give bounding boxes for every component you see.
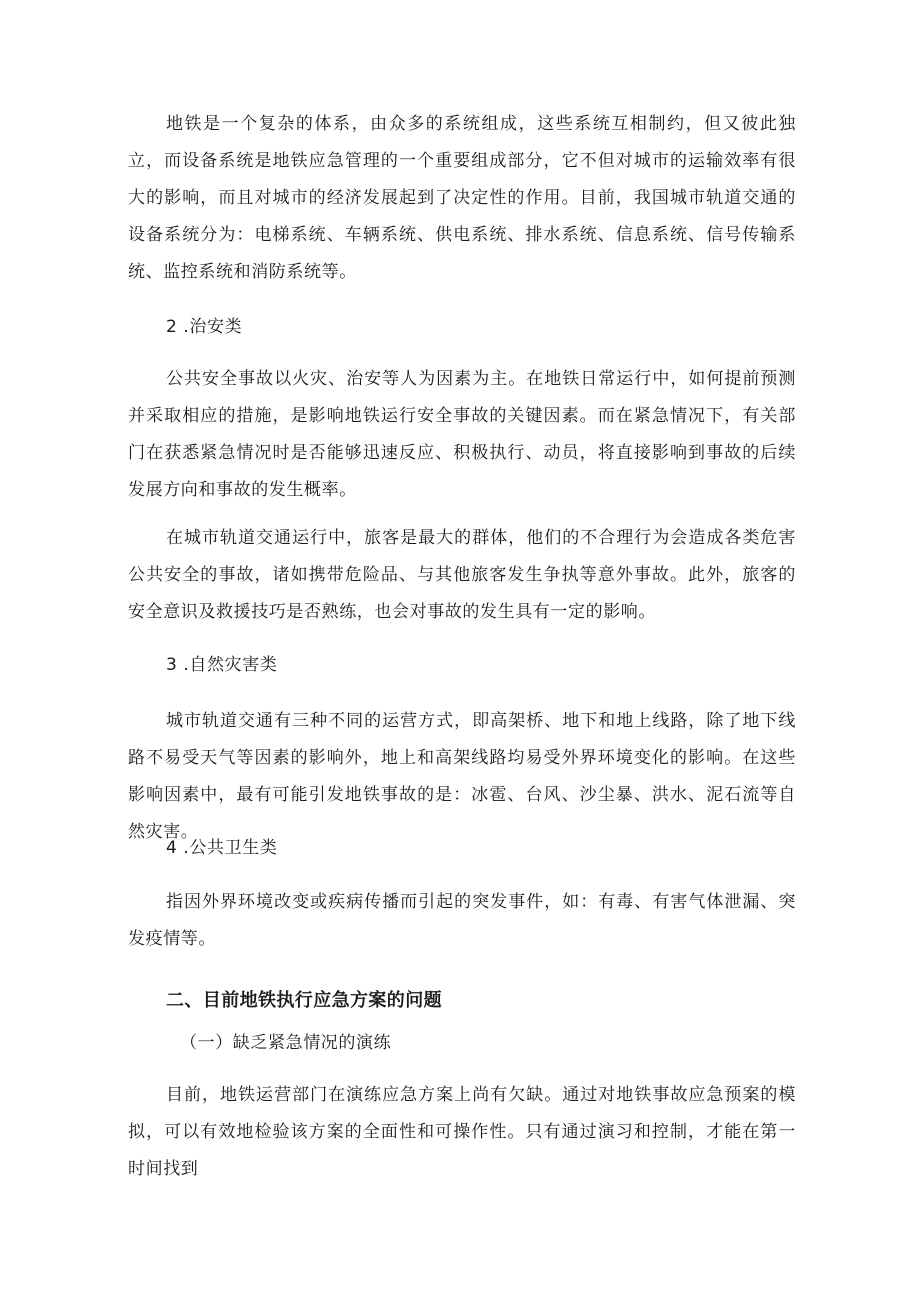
heading-natural-disasters: 3 .自然灾害类: [166, 655, 278, 675]
paragraph-public-health: 指因外界环境改变或疾病传播而引起的突发事件，如：有毒、有害气体泄漏、突发疫情等。: [128, 892, 796, 949]
heading-public-health: 4 .公共卫生类: [166, 838, 278, 858]
paragraph-equipment-systems: 地铁是一个复杂的体系，由众多的系统组成，这些系统互相制约，但又彼此独立，而设备系统是地铁应急管理的一个重要组成部分，它不但对城市的运输效率有很大的影响，而且对城市的经济发展起到了决定性的作用。目前，我国城市轨道交通的设备系统分为：电梯系统、车辆系统、供电系统、排水系统、信息系统、信号传输系统、监控系统和消防系统等。: [128, 114, 796, 282]
heading-public-security: 2 .治安类: [166, 317, 243, 337]
sub-heading-lack-of-drills: （一）缺乏紧急情况的演练: [180, 1033, 392, 1053]
paragraph-passenger-behavior: 在城市轨道交通运行中，旅客是最大的群体，他们的不合理行为会造成各类危害公共安全的事故，诸如携带危险品、与其他旅客发生争执等意外事故。此外，旅客的安全意识及救援技巧是否熟练，也会对事故的发生具有一定的影响。: [128, 528, 796, 622]
paragraph-public-safety-accidents: 公共安全事故以火灾、治安等人为因素为主。在地铁日常运行中，如何提前预测并采取相应的措施，是影响地铁运行安全事故的关键因素。而在紧急情况下，有关部门在获悉紧急情况时是否能够迅速反应、积极执行、动员，将直接影响到事故的后续发展方向和事故的发生概率。: [128, 369, 796, 500]
section-title-problems: 二、目前地铁执行应急方案的问题: [166, 990, 442, 1011]
paragraph-natural-disasters: 城市轨道交通有三种不同的运营方式，即高架桥、地下和地上线路，除了地下线路不易受天气等因素的影响外，地上和高架线路均易受外界环境变化的影响。在这些影响因素中，最有可能引发地铁事故的是：冰雹、台风、沙尘暴、洪水、泥石流等自然灾害。: [128, 711, 796, 842]
paragraph-drills: 目前，地铁运营部门在演练应急方案上尚有欠缺。通过对地铁事故应急预案的模拟，可以有效地检验该方案的全面性和可操作性。只有通过演习和控制，才能在第一时间找到: [128, 1085, 796, 1179]
